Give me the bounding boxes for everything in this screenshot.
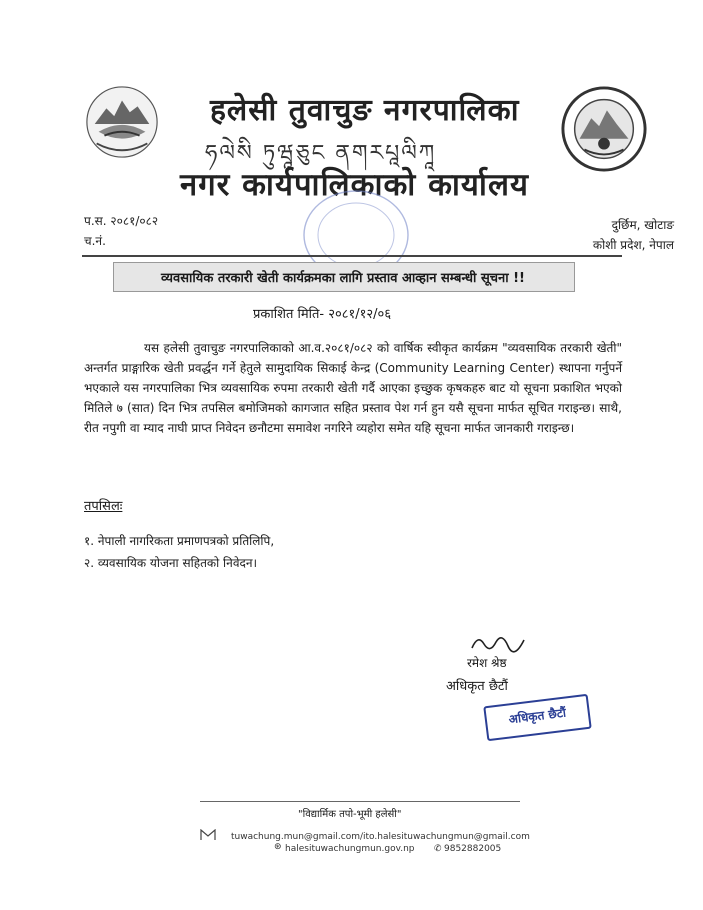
footer-motto: "विद्यार्मिक तपो-भूमी हलेसी" <box>298 809 402 820</box>
header-divider <box>82 255 622 257</box>
reference-number: प.स. २०८१/०८२ <box>84 214 159 228</box>
office-name: नगर कार्यपालिकाको कार्यालय <box>180 167 529 203</box>
dispatch-number: च.नं. <box>84 234 106 248</box>
municipality-name: हलेसी तुवाचुङ नगरपालिका <box>210 93 520 128</box>
officer-stamp: अधिकृत छैटौं <box>483 694 591 742</box>
published-date: प्रकाशित मिति- २०८१/१२/०६ <box>253 307 392 322</box>
office-location: दुर्छिम, खोटाङ <box>611 218 674 232</box>
signer-name: रमेश श्रेष्ठ <box>467 656 507 670</box>
municipality-name-script: ཧལེསི ཏུཝཱཅུང ནགརཔཱལིཀཱ <box>205 141 437 166</box>
signer-title: अधिकृत छैटौं <box>446 679 508 694</box>
web-icon: ⊛ <box>274 842 282 852</box>
details-heading: तपसिलः <box>84 499 123 514</box>
notice-body: यस हलेसी तुवाचुङ नगरपालिकाको आ.व.२०८१/०८२ को वार्षिक स्वीकृत कार्यक्रम "व्यवसायिक तरकारी खेती" अन्तर्गत प्राङ्गारिक खेती प्रवर्द्धन गर्ने हेतुले सामुदायिक सिकाई केन्द्र (Community Learning Center) स्थापना गर्नुपर्ने भएकाले यस नगरपालिका भित्र व्यवसायिक रुपमा तरकारी खेती गर्दै आएका इच्छुक कृषकहरु बाट यो सूचना प्रकाशित भएको मितिले ७ (सात) दिन भित्र तपसिल बमोजिमको कागजात सहित प्रस्ताव पेश गर्न हुन यसै सूचना मार्फत सूचित गराइन्छ। साथै, रीत नपुगी वा म्याद नाघी प्राप्त निवेदन छनौटमा समावेश नगरिने व्यहोरा समेत यहि सूचना मार्फत जानकारी गराइन्छ। <box>84 341 622 435</box>
municipality-seal-logo <box>560 85 648 173</box>
handwritten-signature <box>468 630 532 656</box>
phone-icon: ✆ <box>434 844 442 854</box>
contact-website: halesituwachungmun.gov.np <box>285 844 415 854</box>
government-emblem-logo <box>83 83 161 161</box>
contact-emails: tuwachung.mun@gmail.com/ito.halesituwachungmun@gmail.com <box>231 832 530 842</box>
contact-phone: 9852882005 <box>444 844 502 854</box>
mail-icon <box>200 829 216 841</box>
footer-divider <box>200 801 520 802</box>
office-province: कोशी प्रदेश, नेपाल <box>592 238 674 252</box>
list-item: २. व्यवसायिक योजना सहितको निवेदन। <box>84 556 258 570</box>
list-item: १. नेपाली नागरिकता प्रमाणपत्रको प्रतिलिपि, <box>84 534 275 548</box>
notice-subject: व्यवसायिक तरकारी खेती कार्यक्रमका लागि प्रस्ताव आव्हान सम्बन्धी सूचना !! <box>161 271 525 286</box>
